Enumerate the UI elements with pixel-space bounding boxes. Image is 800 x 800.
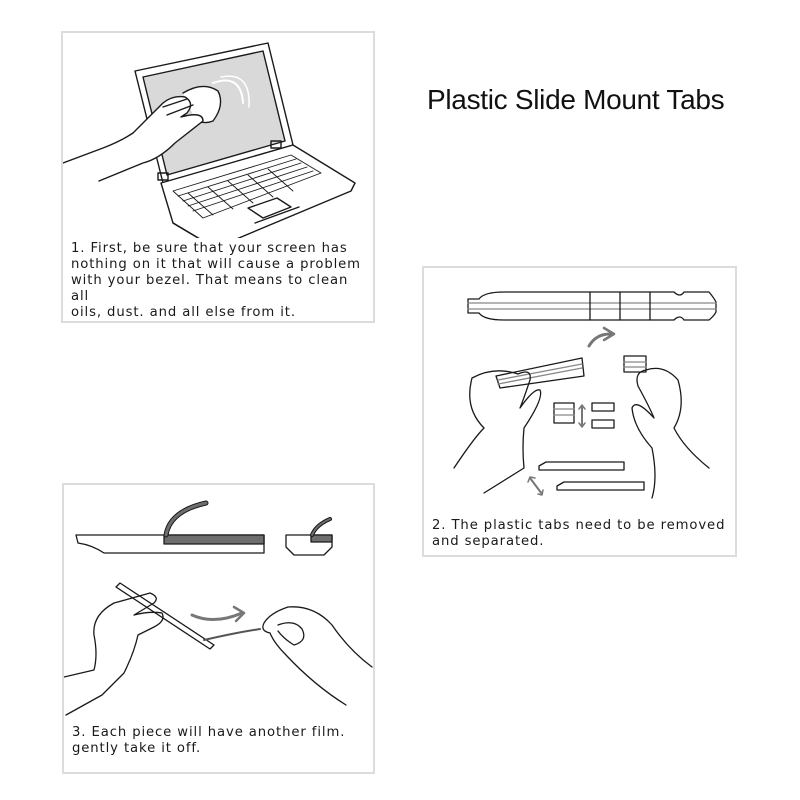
caption-line: 1. First, be sure that your screen has bbox=[71, 241, 348, 256]
caption-line: with your bezel. That means to clean all bbox=[71, 273, 349, 304]
tab-separation-illustration bbox=[424, 268, 735, 513]
step-2-panel bbox=[422, 266, 737, 557]
step-1-caption bbox=[71, 241, 367, 321]
step-3-caption bbox=[72, 725, 367, 757]
caption-line: 2. The plastic tabs need to be removed bbox=[432, 518, 726, 533]
caption-line: 3. Each piece will have another film. bbox=[72, 725, 346, 740]
step-3-panel bbox=[62, 483, 375, 774]
step-2-caption bbox=[432, 518, 729, 550]
page-title: Plastic Slide Mount Tabs bbox=[427, 84, 725, 115]
laptop-cleaning-illustration bbox=[63, 33, 373, 238]
caption-line: gently take it off. bbox=[72, 741, 202, 756]
caption-line: nothing on it that will cause a problem bbox=[71, 257, 361, 272]
caption-line: and separated. bbox=[432, 534, 545, 549]
film-peeling-illustration bbox=[64, 485, 373, 720]
caption-line: oils, dust. and all else from it. bbox=[71, 305, 296, 320]
step-1-panel bbox=[61, 31, 375, 323]
